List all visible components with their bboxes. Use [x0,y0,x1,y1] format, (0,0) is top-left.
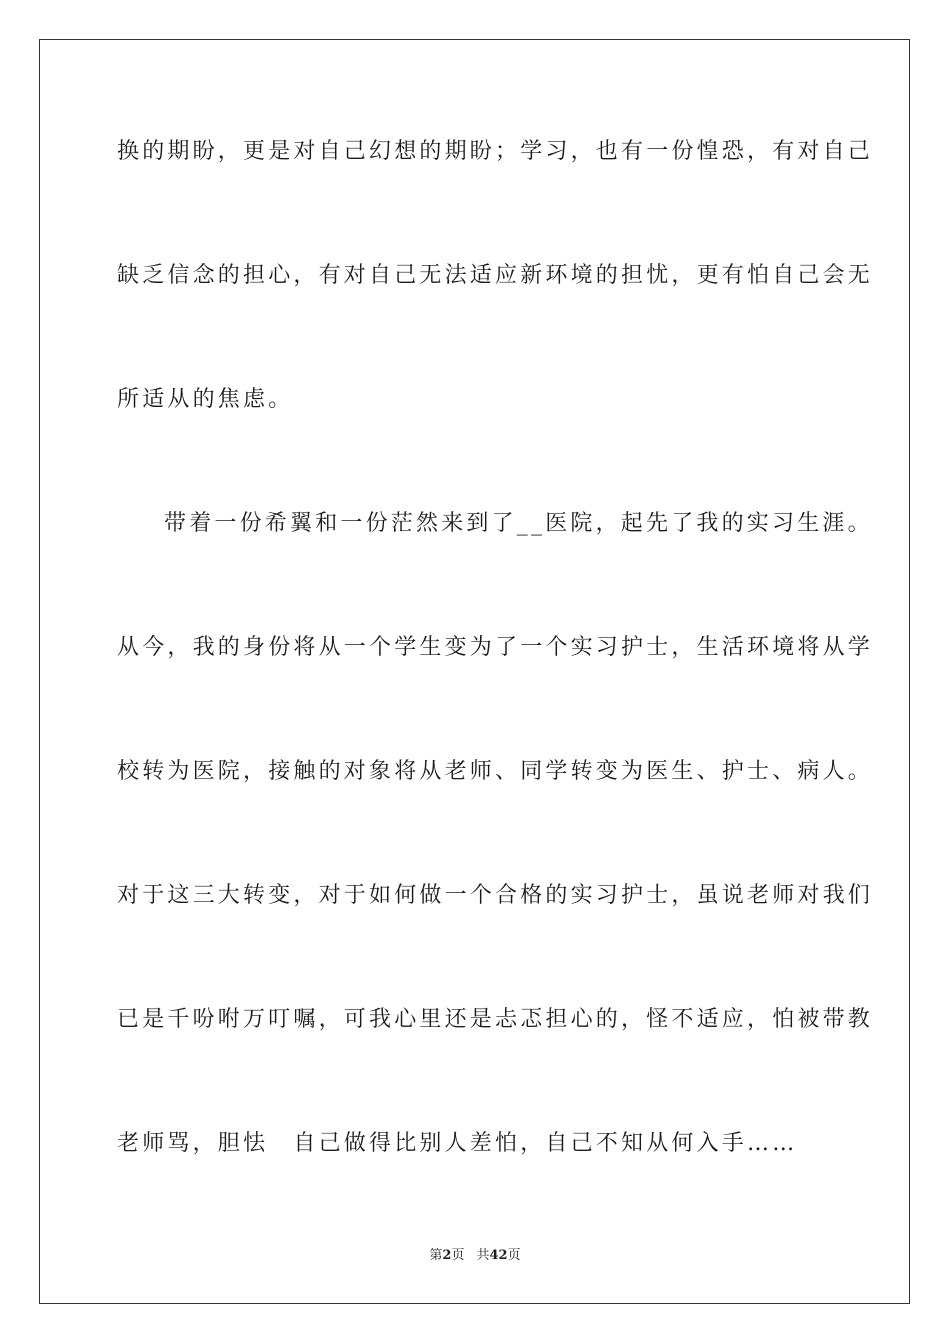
body-line-6: 校转为医院，接触的对象将从老师、同学转变为医生、护士、病人。 [117,759,874,784]
body-line-1: 换的期盼，更是对自己幻想的期盼；学习，也有一份惶恐，有对自己 [117,139,874,164]
footer-page-suffix: 页 [451,1248,465,1263]
body-line-2: 缺乏信念的担心，有对自己无法适应新环境的担忧，更有怕自己会无 [117,263,874,288]
body-line-7: 对于这三大转变，对于如何做一个合格的实习护士，虽说老师对我们 [117,883,874,908]
body-line-9: 老师骂，胆怯 自己做得比别人差怕，自己不知从何入手…… [117,1131,798,1156]
page-footer [0,1247,950,1265]
footer-total-suffix: 页 [507,1248,521,1263]
body-line-8: 已是千吩咐万叮嘱，可我心里还是忐忑担心的，怪不适应，怕被带教 [117,1007,874,1032]
body-line-4-paragraph-start: 带着一份希翼和一份茫然来到了__医院，起先了我的实习生涯。 [164,511,873,536]
footer-page-current: 2 [442,1248,452,1263]
footer-total-pages: 42 [489,1248,508,1263]
body-line-3: 所适从的焦虑。 [117,387,294,412]
body-line-5: 从今，我的身份将从一个学生变为了一个实习护士，生活环境将从学 [117,635,874,660]
footer-total-prefix: 共 [476,1248,490,1263]
footer-page-prefix: 第 [429,1248,443,1263]
page-border [39,39,910,1304]
